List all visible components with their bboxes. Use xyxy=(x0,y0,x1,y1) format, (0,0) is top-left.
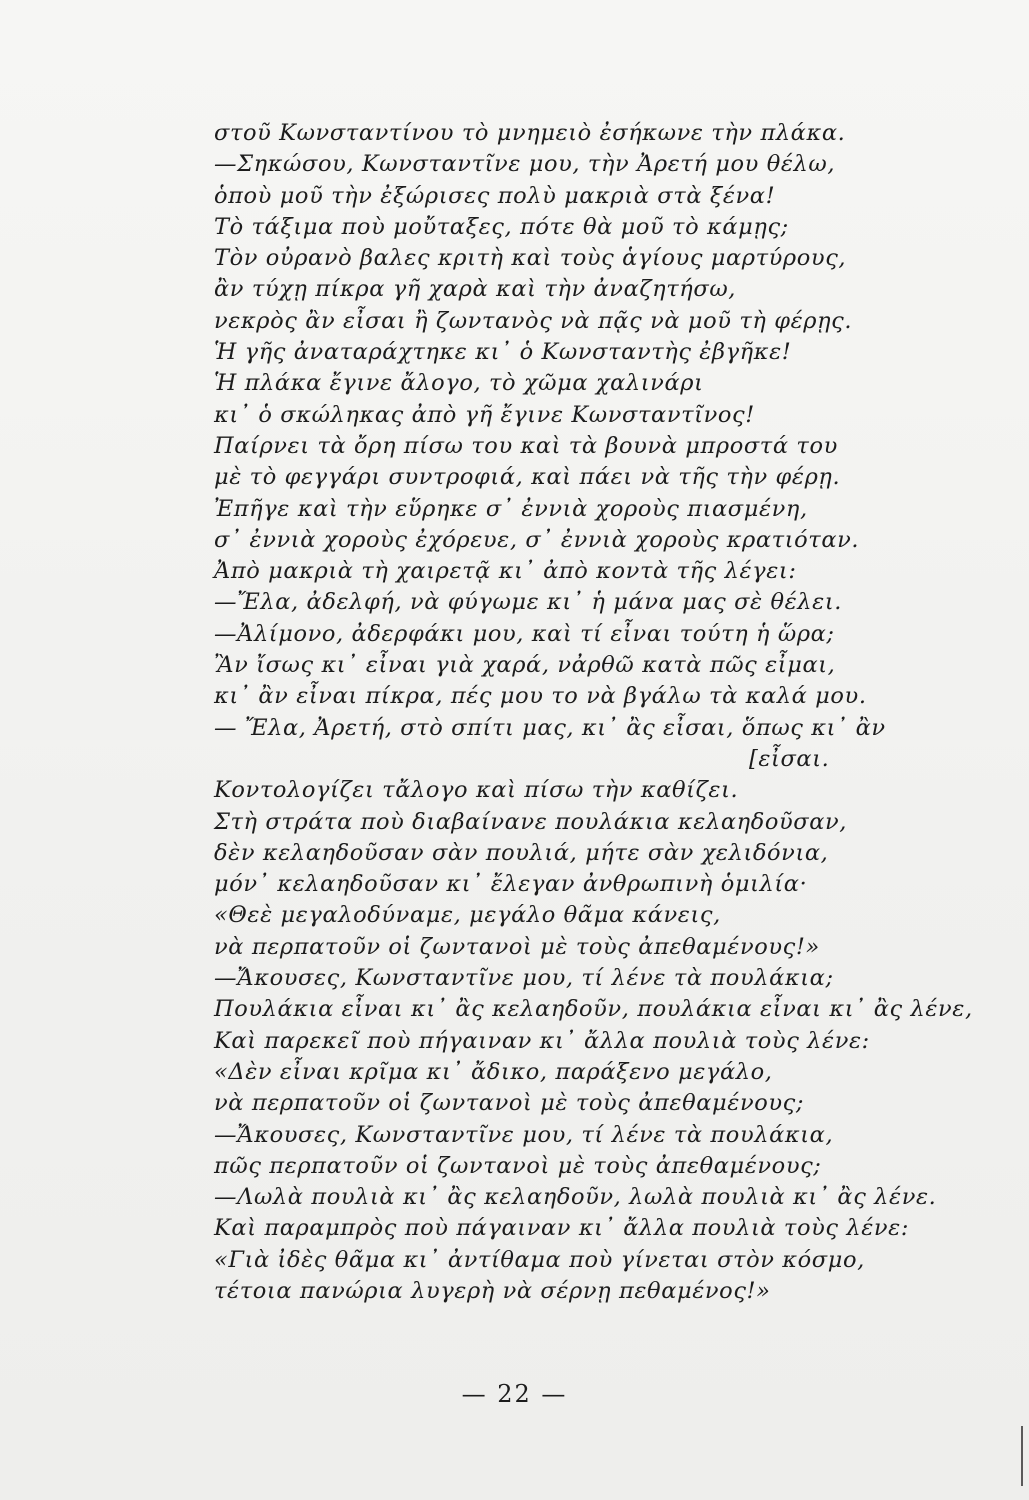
poem-line: νὰ περπατοῦν οἱ ζωντανοὶ μὲ τοὺς ἀπεθαμένους; xyxy=(214,1090,805,1117)
poem-line: —Λωλὰ πουλιὰ κι᾽ ἂς κελαηδοῦν, λωλὰ πουλιὰ κι᾽ ἂς λένε. xyxy=(214,1184,937,1211)
poem-line: ὁποὺ μοῦ τὴν ἐξώρισες πολὺ μακριὰ στὰ ξένα! xyxy=(214,182,776,209)
poem-line: Ἂν ἴσως κι᾽ εἶναι γιὰ χαρά, νἀρθῶ κατὰ πῶς εἶμαι, xyxy=(214,652,836,679)
poem-line: —Ἀλίμονο, ἀδερφάκι μου, καὶ τί εἶναι τούτη ἡ ὥρα; xyxy=(214,620,835,647)
poem-line: νὰ περπατοῦν οἱ ζωντανοὶ μὲ τοὺς ἀπεθαμένους!» xyxy=(214,933,820,960)
poem-line: Τὸ τάξιμα ποὺ μοὔταξες, πότε θὰ μοῦ τὸ κάμῃς; xyxy=(214,213,789,240)
poem-line: Ἐπῆγε καὶ τὴν εὕρηκε σ᾽ ἐννιὰ χοροὺς πιασμένη, xyxy=(214,495,808,522)
poem-line: κι᾽ ὁ σκώληκας ἀπὸ γῆ ἔγινε Κωνσταντῖνος! xyxy=(214,401,755,428)
poem-line: Ἡ γῆς ἀναταράχτηκε κι᾽ ὁ Κωνσταντὴς ἐβγῆκε! xyxy=(214,339,792,366)
poem-line: «Δὲν εἶναι κρῖμα κι᾽ ἄδικο, παράξενο μεγάλο, xyxy=(214,1058,773,1085)
poem-line: Τὸν οὐρανὸ βαλες κριτὴ καὶ τοὺς ἁγίους μαρτύρους, xyxy=(214,245,847,272)
poem-line: Στὴ στράτα ποὺ διαβαίνανε πουλάκια κελαηδοῦσαν, xyxy=(214,808,848,835)
poem-line: «Θεὲ μεγαλοδύναμε, μεγάλο θᾶμα κάνεις, xyxy=(214,902,721,929)
poem-line: μὲ τὸ φεγγάρι συντροφιά, καὶ πάει νὰ τῆς τὴν φέρῃ. xyxy=(214,464,841,491)
poem-line: ἂν τύχῃ πίκρα γῆ χαρὰ καὶ τὴν ἀναζητήσω, xyxy=(214,276,737,303)
poem-line: κι᾽ ἂν εἶναι πίκρα, πές μου το νὰ βγάλω τὰ καλά μου. xyxy=(214,683,867,710)
poem-line: Ἡ πλάκα ἔγινε ἄλογο, τὸ χῶμα χαλινάρι xyxy=(214,370,704,397)
page-number: — 22 — xyxy=(461,1380,568,1408)
poem-line: Πουλάκια εἶναι κι᾽ ἂς κελαηδοῦν, πουλάκια εἶναι κι᾽ ἂς λένε, xyxy=(214,996,973,1023)
poem-line: Καὶ παραμπρὸς ποὺ πάγαιναν κι᾽ ἄλλα πουλιὰ τοὺς λένε: xyxy=(214,1215,910,1242)
poem-line: μόν᾽ κελαηδοῦσαν κι᾽ ἔλεγαν ἀνθρωπινὴ ὁμιλία· xyxy=(214,871,808,898)
poem-line: δὲν κελαηδοῦσαν σὰν πουλιά, μήτε σὰν χελιδόνια, xyxy=(214,839,829,866)
poem-text xyxy=(214,118,973,1307)
poem-line: Παίρνει τὰ ὄρη πίσω του καὶ τὰ βουνὰ μπροστά του xyxy=(214,432,838,459)
poem-line: Ἀπὸ μακριὰ τὴ χαιρετᾷ κι᾽ ἀπὸ κοντὰ τῆς λέγει: xyxy=(214,558,797,585)
poem-line: Κοντολογίζει τἄλογο καὶ πίσω τὴν καθίζει. xyxy=(214,777,739,804)
poem-line: πῶς περπατοῦν οἱ ζωντανοὶ μὲ τοὺς ἀπεθαμένους; xyxy=(214,1152,822,1179)
poem-line: «Γιὰ ἰδὲς θᾶμα κι᾽ ἀντίθαμα ποὺ γίνεται στὸν κόσμο, xyxy=(214,1246,865,1273)
poem-line: —Σηκώσου, Κωνσταντῖνε μου, τὴν Ἀρετή μου θέλω, xyxy=(214,151,836,178)
poem-line: —Ἄκουσες, Κωνσταντῖνε μου, τί λένε τὰ πουλάκια; xyxy=(214,965,834,992)
poem-line: νεκρὸς ἂν εἶσαι ἢ ζωντανὸς νὰ πᾷς νὰ μοῦ τὴ φέρῃς. xyxy=(214,307,853,334)
poem-line: στοῦ Κωνσταντίνου τὸ μνημειὸ ἐσήκωνε τὴν πλάκα. xyxy=(214,120,846,146)
poem-line-continuation: [εἶσαι. xyxy=(749,745,830,772)
poem-line: τέτοια πανώρια λυγερὴ νὰ σέρνῃ πεθαμένος!» xyxy=(214,1277,771,1304)
poem-line: —Ἄκουσες, Κωνσταντῖνε μου, τί λένε τὰ πουλάκια, xyxy=(214,1121,834,1148)
poem-line: —Ἔλα, ἀδελφή, νὰ φύγωμε κι᾽ ἡ μάνα μας σὲ θέλει. xyxy=(214,589,842,616)
page-edge-mark xyxy=(1021,1426,1023,1486)
poem-line: Καὶ παρεκεῖ ποὺ πήγαιναν κι᾽ ἄλλα πουλιὰ τοὺς λένε: xyxy=(214,1027,870,1054)
poem-line: σ᾽ ἐννιὰ χοροὺς ἐχόρευε, σ᾽ ἐννιὰ χοροὺς κρατιόταν. xyxy=(214,526,860,553)
poem-line: — Ἔλα, Ἀρετή, στὸ σπίτι μας, κι᾽ ἂς εἶσαι, ὅπως κι᾽ ἂν xyxy=(214,714,886,741)
